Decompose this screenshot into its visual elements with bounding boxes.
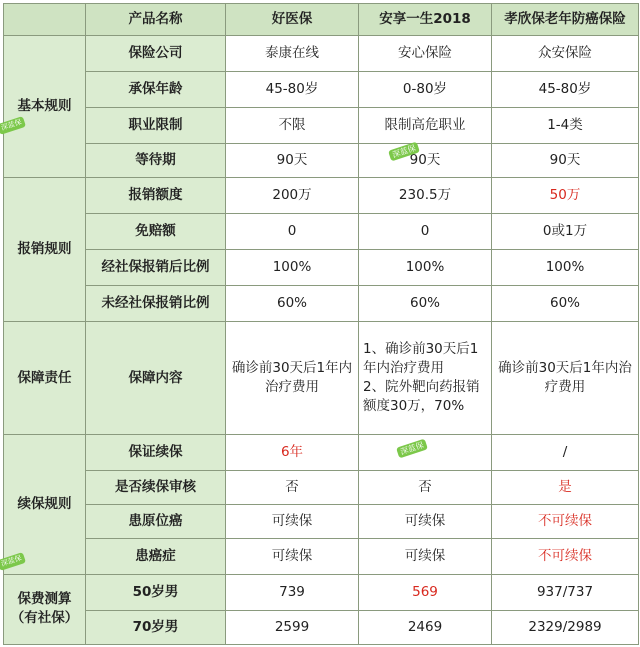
watermark-logo-edge: 深蓝保 <box>0 552 26 571</box>
table-row <box>4 144 639 178</box>
cell-value-highlight: 50万 <box>492 178 639 214</box>
cell-value: 45-80岁 <box>492 72 639 108</box>
cell-text: 90天 <box>409 152 441 169</box>
cell-value: 泰康在线 <box>226 36 359 72</box>
row-label: 70岁男 <box>86 610 226 644</box>
cell-value: 可续保 <box>226 538 359 574</box>
insurance-comparison-table <box>3 3 639 645</box>
table-row <box>4 250 639 286</box>
cell-value: 1、确诊前30天后1年内治疗费用 2、院外靶向药报销额度30万，70% <box>359 322 492 434</box>
row-label: 是否续保审核 <box>86 470 226 504</box>
cell-value <box>359 144 492 178</box>
cell-value: 否 <box>359 470 492 504</box>
cell-value: 可续保 <box>226 504 359 538</box>
cell-value: 90天 <box>492 144 639 178</box>
category-coverage: 保障责任 <box>4 322 86 434</box>
header-product-xiaoxin: 孝欣保老年防癌保险 <box>492 4 639 36</box>
cell-value: 众安保险 <box>492 36 639 72</box>
table-row <box>4 470 639 504</box>
table-row <box>4 434 639 470</box>
header-product-name: 产品名称 <box>86 4 226 36</box>
row-label: 保险公司 <box>86 36 226 72</box>
row-label: 承保年龄 <box>86 72 226 108</box>
row-label: 50岁男 <box>86 574 226 610</box>
cell-value-highlight: 6年 <box>226 434 359 470</box>
watermark-logo-edge: 深蓝保 <box>0 116 26 135</box>
table-row <box>4 214 639 250</box>
watermark-logo: 深蓝保 <box>388 142 420 162</box>
table-row <box>4 286 639 322</box>
cell-value: 100% <box>492 250 639 286</box>
header-corner <box>4 4 86 36</box>
cell-value: 限制高危职业 <box>359 108 492 144</box>
cell-value: 不限 <box>226 108 359 144</box>
row-label: 经社保报销后比例 <box>86 250 226 286</box>
cell-value: 0或1万 <box>492 214 639 250</box>
cell-value: 200万 <box>226 178 359 214</box>
row-label: 患原位癌 <box>86 504 226 538</box>
table-row <box>4 36 639 72</box>
category-basic-rules: 基本规则 <box>4 36 86 178</box>
row-label: 保障内容 <box>86 322 226 434</box>
cell-value: 可续保 <box>359 504 492 538</box>
cell-value: 0 <box>359 214 492 250</box>
table-row <box>4 504 639 538</box>
cell-value: 90天 <box>226 144 359 178</box>
cell-value: 2469 <box>359 610 492 644</box>
cell-value-highlight: 569 <box>359 574 492 610</box>
header-row <box>4 4 639 36</box>
category-renewal-rules: 续保规则 <box>4 434 86 574</box>
table-row <box>4 322 639 434</box>
category-premium-estimate: 保费测算 （有社保） <box>4 574 86 644</box>
cell-value: 60% <box>359 286 492 322</box>
cell-value: 确诊前30天后1年内治疗费用 <box>492 322 639 434</box>
row-label: 等待期 <box>86 144 226 178</box>
cell-value: 230.5万 <box>359 178 492 214</box>
cell-value: 2599 <box>226 610 359 644</box>
row-label: 免赔额 <box>86 214 226 250</box>
cell-value: 1-4类 <box>492 108 639 144</box>
row-label: 职业限制 <box>86 108 226 144</box>
cell-value: 安心保险 <box>359 36 492 72</box>
table-row <box>4 72 639 108</box>
cell-value-highlight: 是 <box>492 470 639 504</box>
cell-value: 60% <box>226 286 359 322</box>
category-reimbursement-rules: 报销规则 <box>4 178 86 322</box>
cell-value: 0 <box>226 214 359 250</box>
cell-value <box>359 434 492 470</box>
header-product-anxiang: 安享一生2018 <box>359 4 492 36</box>
table-row <box>4 538 639 574</box>
table-row <box>4 108 639 144</box>
watermark-logo: 深蓝保 <box>396 438 428 458</box>
cell-value: 937/737 <box>492 574 639 610</box>
cell-value: / <box>492 434 639 470</box>
row-label: 保证续保 <box>86 434 226 470</box>
cell-value: 确诊前30天后1年内治疗费用 <box>226 322 359 434</box>
row-label: 未经社保报销比例 <box>86 286 226 322</box>
cell-value: 739 <box>226 574 359 610</box>
row-label: 报销额度 <box>86 178 226 214</box>
cell-value: 100% <box>226 250 359 286</box>
header-product-haoyibao: 好医保 <box>226 4 359 36</box>
cell-value: 100% <box>359 250 492 286</box>
cell-value-highlight: 不可续保 <box>492 504 639 538</box>
table-row <box>4 178 639 214</box>
cell-value-highlight: 不可续保 <box>492 538 639 574</box>
cell-value: 可续保 <box>359 538 492 574</box>
table-row <box>4 574 639 610</box>
cell-value: 45-80岁 <box>226 72 359 108</box>
table-row <box>4 610 639 644</box>
cell-value: 2329/2989 <box>492 610 639 644</box>
cell-value: 0-80岁 <box>359 72 492 108</box>
cell-value: 否 <box>226 470 359 504</box>
cell-value: 60% <box>492 286 639 322</box>
row-label: 患癌症 <box>86 538 226 574</box>
